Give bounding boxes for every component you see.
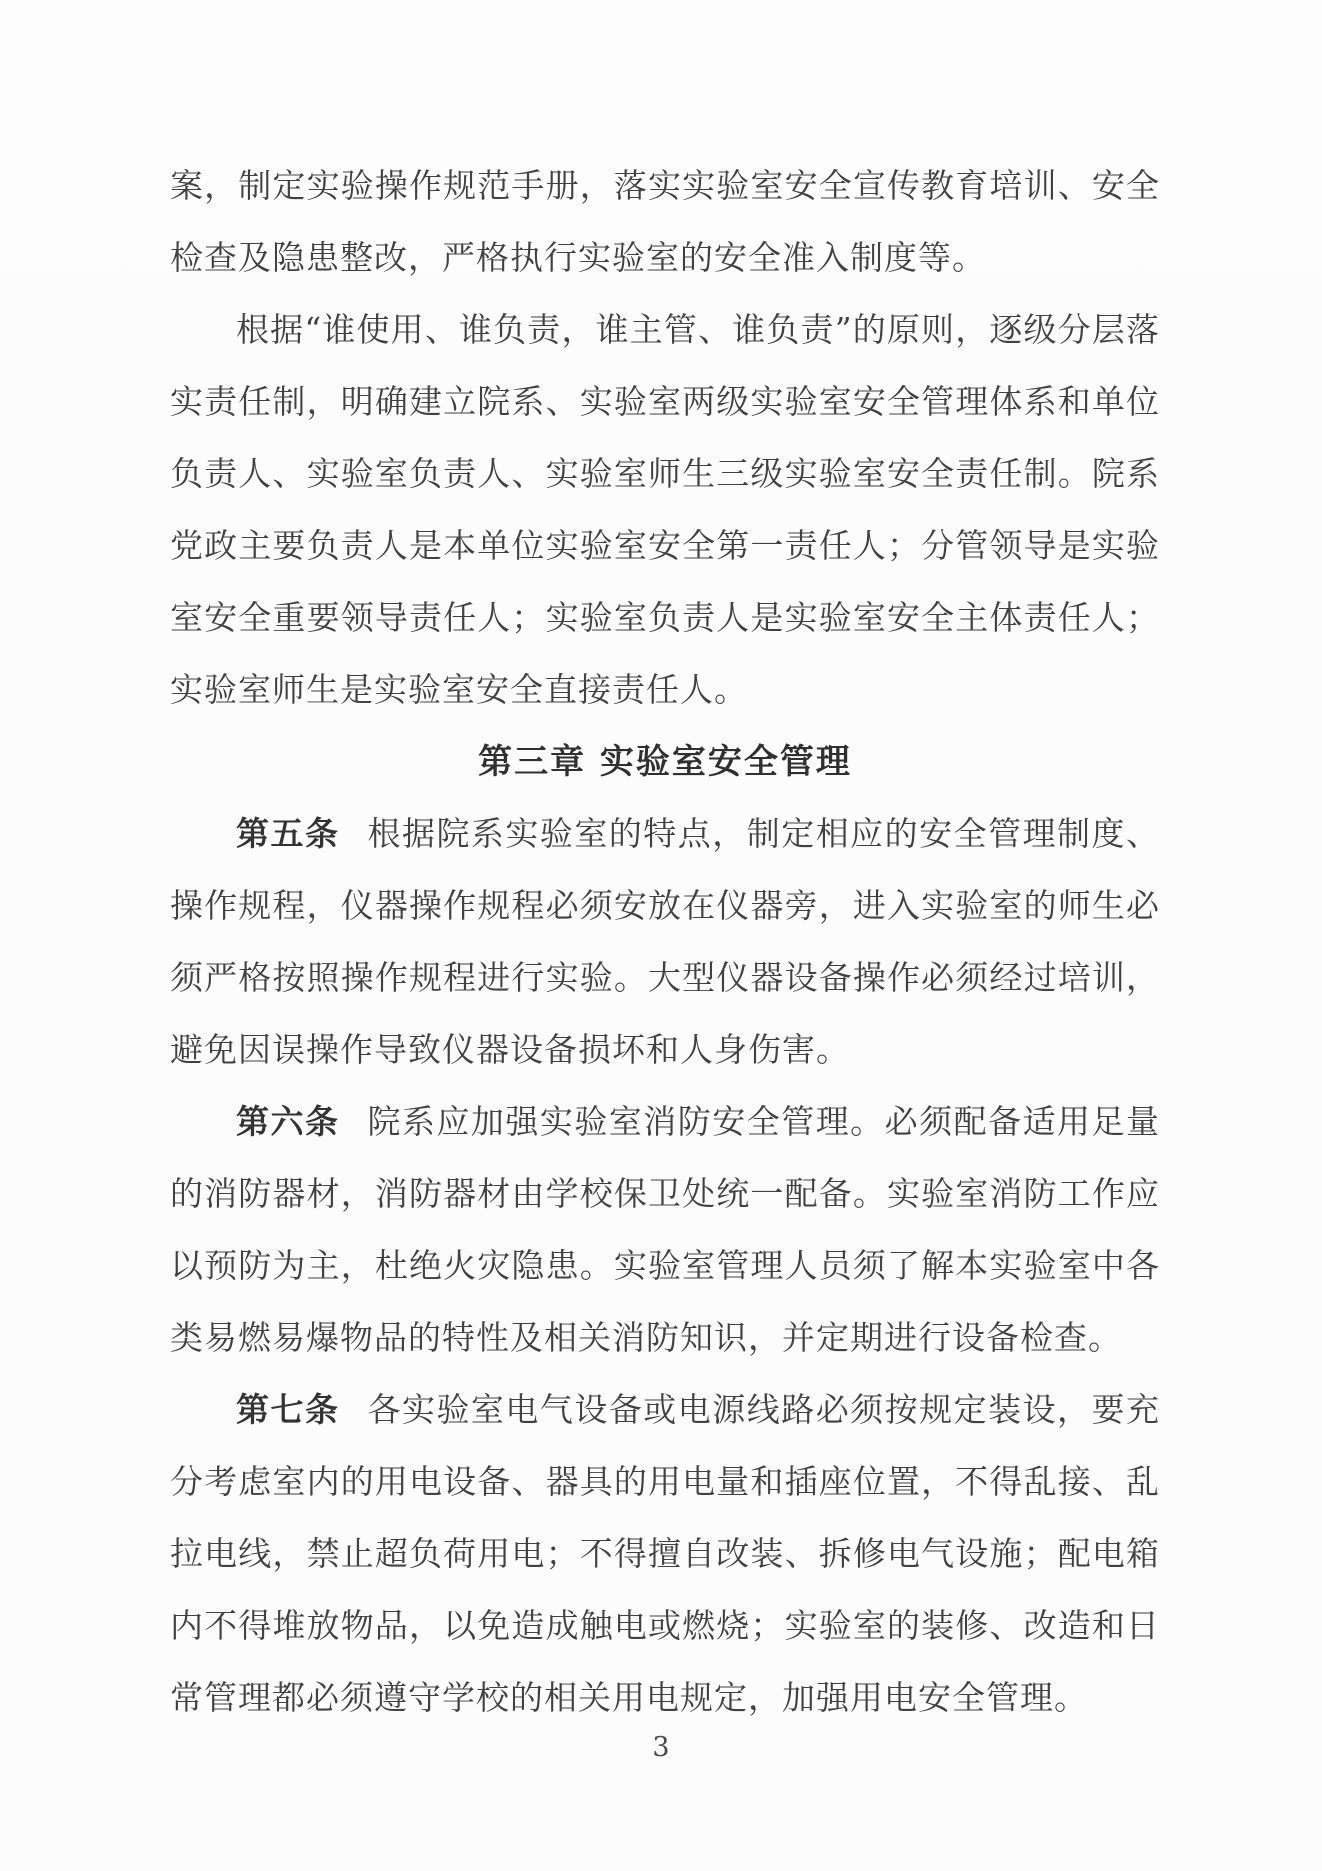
page-number: 3: [652, 1732, 670, 1763]
paragraph-article-5: [170, 798, 1160, 1086]
paragraph-text: 各实验室电气设备或电源线路必须按规定装设，要充分考虑室内的用电设备、器具的用电量和插座位置，不得乱接、乱拉电线，禁止超负荷用电；不得擅自改装、拆修电气设施；配电箱内不得堆放物品，以免造成触电或燃烧；实验室的装修、改造和日常管理都必须遵守学校的相关用电规定，加强用电安全管理。: [170, 1390, 1161, 1717]
paragraph-accountability-continued: [170, 150, 1160, 294]
paragraph-text: 院系应加强实验室消防安全管理。必须配备适用足量的消防器材，消防器材由学校保卫处统一配备。实验室消防工作应以预防为主，杜绝火灾隐患。实验室管理人员须了解本实验室中各类易燃易爆物品的特性及相关消防知识，并定期进行设备检查。: [170, 1102, 1161, 1357]
paragraph-text: 案，制定实验操作规范手册，落实实验室安全宣传教育培训、安全检查及隐患整改，严格执行实验室的安全准入制度等。: [170, 166, 1160, 277]
paragraph-responsibility-principle: [170, 294, 1160, 726]
document-body: [170, 150, 1160, 1734]
paragraph-article-7: [170, 1374, 1160, 1734]
paragraph-text: 根据院系实验室的特点，制定相应的安全管理制度、操作规程，仪器操作规程必须安放在仪器旁，进入实验室的师生必须严格按照操作规程进行实验。大型仪器设备操作必须经过培训，避免因误操作导致仪器设备损坏和人身伤害。: [170, 814, 1161, 1069]
chapter-heading: 第三章 实验室安全管理: [478, 742, 852, 782]
article-7-label: 第七条: [236, 1390, 340, 1429]
paragraph-text: 根据“谁使用、谁负责，谁主管、谁负责”的原则，逐级分层落实责任制，明确建立院系、实验室两级实验室安全管理体系和单位负责人、实验室负责人、实验室师生三级实验室安全责任制。院系党政主要负责人是本单位实验室安全第一责任人；分管领导是实验室安全重要领导责任人；实验室负责人是实验室安全主体责任人；实验室师生是实验室安全直接责任人。: [170, 310, 1160, 709]
article-6-label: 第六条: [236, 1102, 340, 1141]
paragraph-article-6: [170, 1086, 1160, 1374]
article-5-label: 第五条: [236, 814, 340, 853]
